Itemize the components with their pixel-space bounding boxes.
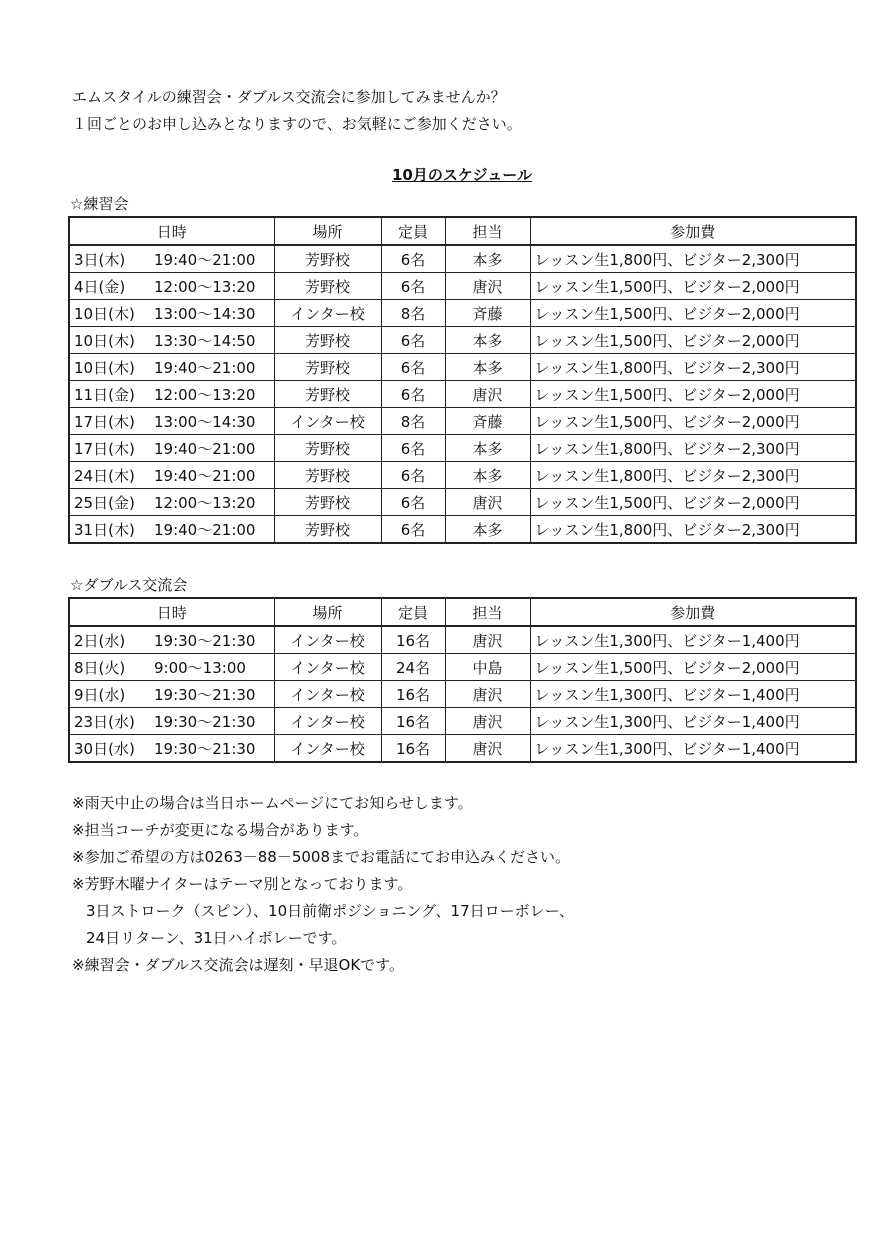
cell-time: 19:40～21:00 — [154, 439, 256, 458]
cell-datetime — [69, 708, 274, 735]
note-line: ※練習会・ダブルス交流会は遅刻・早退OKです。 — [72, 956, 404, 974]
cell-day: 17日(木) — [74, 439, 135, 458]
cell-fee: レッスン生1,300円、ビジター1,400円 — [530, 681, 856, 708]
intro-text — [72, 84, 522, 138]
practice-section-label: ☆練習会 — [70, 195, 129, 213]
page-title: 10月のスケジュール — [392, 166, 532, 184]
cell-coach: 唐沢 — [445, 381, 530, 408]
cell-fee: レッスン生1,500円、ビジター2,000円 — [530, 489, 856, 516]
cell-capacity: 6名 — [381, 354, 445, 381]
cell-capacity: 6名 — [381, 245, 445, 273]
header-datetime: 日時 — [69, 217, 274, 245]
intro-line: エムスタイルの練習会・ダブルス交流会に参加してみませんか？ — [72, 88, 506, 106]
header-capacity: 定員 — [381, 217, 445, 245]
cell-place: 芳野校 — [274, 381, 381, 408]
cell-fee: レッスン生1,800円、ビジター2,300円 — [530, 516, 856, 544]
cell-place: 芳野校 — [274, 245, 381, 273]
cell-coach: 斉藤 — [445, 300, 530, 327]
cell-capacity: 6名 — [381, 516, 445, 544]
header-datetime: 日時 — [69, 598, 274, 626]
cell-place: 芳野校 — [274, 516, 381, 544]
cell-place: インター校 — [274, 681, 381, 708]
cell-day: 25日(金) — [74, 493, 135, 512]
cell-capacity: 6名 — [381, 489, 445, 516]
cell-time: 19:40～21:00 — [154, 250, 256, 269]
cell-day: 10日(木) — [74, 304, 135, 323]
cell-capacity: 6名 — [381, 462, 445, 489]
cell-datetime — [69, 273, 274, 300]
table-row — [69, 381, 856, 408]
cell-coach: 本多 — [445, 516, 530, 544]
cell-capacity: 8名 — [381, 408, 445, 435]
cell-place: 芳野校 — [274, 273, 381, 300]
cell-time: 19:30～21:30 — [154, 631, 256, 650]
cell-coach: 斉藤 — [445, 408, 530, 435]
cell-fee: レッスン生1,500円、ビジター2,000円 — [530, 300, 856, 327]
cell-coach: 唐沢 — [445, 489, 530, 516]
cell-capacity: 6名 — [381, 327, 445, 354]
cell-time: 12:00～13:20 — [154, 385, 256, 404]
cell-time: 13:30～14:50 — [154, 331, 256, 350]
cell-time: 19:30～21:30 — [154, 712, 256, 731]
table-row — [69, 462, 856, 489]
header-coach: 担当 — [445, 598, 530, 626]
cell-day: 8日(火) — [74, 658, 126, 677]
cell-time: 19:40～21:00 — [154, 358, 256, 377]
notes — [72, 790, 574, 979]
table-row — [69, 735, 856, 763]
note-line: 3日ストローク（スピン）、10日前衛ポジショニング、17日ローボレー、 — [86, 902, 575, 920]
cell-capacity: 6名 — [381, 435, 445, 462]
table-row — [69, 681, 856, 708]
header-place: 場所 — [274, 217, 381, 245]
table-row — [69, 654, 856, 681]
cell-fee: レッスン生1,500円、ビジター2,000円 — [530, 327, 856, 354]
table-header-row — [69, 217, 856, 245]
cell-time: 19:40～21:00 — [154, 520, 256, 539]
table-header-row — [69, 598, 856, 626]
cell-place: 芳野校 — [274, 435, 381, 462]
cell-fee: レッスン生1,500円、ビジター2,000円 — [530, 654, 856, 681]
cell-coach: 本多 — [445, 327, 530, 354]
cell-datetime — [69, 354, 274, 381]
cell-fee: レッスン生1,800円、ビジター2,300円 — [530, 354, 856, 381]
header-coach: 担当 — [445, 217, 530, 245]
cell-coach: 唐沢 — [445, 708, 530, 735]
cell-fee: レッスン生1,500円、ビジター2,000円 — [530, 273, 856, 300]
cell-capacity: 16名 — [381, 626, 445, 654]
cell-coach: 本多 — [445, 435, 530, 462]
cell-place: 芳野校 — [274, 462, 381, 489]
cell-time: 13:00～14:30 — [154, 412, 256, 431]
header-fee: 参加費 — [530, 217, 856, 245]
note-line: ※雨天中止の場合は当日ホームページにてお知らせします。 — [72, 794, 473, 812]
note-line: 24日リターン、31日ハイボレーです。 — [86, 929, 347, 947]
cell-datetime — [69, 462, 274, 489]
cell-day: 11日(金) — [74, 385, 135, 404]
cell-coach: 唐沢 — [445, 735, 530, 763]
doubles-section-label: ☆ダブルス交流会 — [70, 576, 188, 594]
cell-time: 19:30～21:30 — [154, 739, 256, 758]
cell-datetime — [69, 245, 274, 273]
note-line: ※担当コーチが変更になる場合があります。 — [72, 821, 369, 839]
cell-time: 12:00～13:20 — [154, 493, 256, 512]
note-line: ※芳野木曜ナイターはテーマ別となっております。 — [72, 875, 413, 893]
cell-time: 13:00～14:30 — [154, 304, 256, 323]
table-row — [69, 327, 856, 354]
cell-capacity: 16名 — [381, 708, 445, 735]
cell-datetime — [69, 381, 274, 408]
cell-day: 17日(木) — [74, 412, 135, 431]
cell-time: 19:40～21:00 — [154, 466, 256, 485]
intro-line: １回ごとのお申し込みとなりますので、お気軽にご参加ください。 — [72, 115, 522, 133]
table-row — [69, 516, 856, 544]
cell-day: 10日(木) — [74, 358, 135, 377]
cell-day: 10日(木) — [74, 331, 135, 350]
cell-fee: レッスン生1,800円、ビジター2,300円 — [530, 435, 856, 462]
cell-place: インター校 — [274, 408, 381, 435]
cell-capacity: 24名 — [381, 654, 445, 681]
cell-capacity: 8名 — [381, 300, 445, 327]
cell-fee: レッスン生1,800円、ビジター2,300円 — [530, 245, 856, 273]
note-line: ※参加ご希望の方は0263－88－5008までお電話にてお申込みください。 — [72, 848, 571, 866]
cell-datetime — [69, 408, 274, 435]
cell-fee: レッスン生1,300円、ビジター1,400円 — [530, 626, 856, 654]
cell-coach: 唐沢 — [445, 273, 530, 300]
cell-datetime — [69, 516, 274, 544]
cell-fee: レッスン生1,300円、ビジター1,400円 — [530, 735, 856, 763]
cell-day: 31日(木) — [74, 520, 135, 539]
header-fee: 参加費 — [530, 598, 856, 626]
table-row — [69, 708, 856, 735]
practice-schedule-table — [68, 216, 857, 544]
cell-coach: 中島 — [445, 654, 530, 681]
table-row — [69, 354, 856, 381]
cell-datetime — [69, 300, 274, 327]
cell-fee: レッスン生1,500円、ビジター2,000円 — [530, 381, 856, 408]
cell-datetime — [69, 626, 274, 654]
cell-place: インター校 — [274, 300, 381, 327]
cell-datetime — [69, 435, 274, 462]
header-place: 場所 — [274, 598, 381, 626]
header-capacity: 定員 — [381, 598, 445, 626]
table-row — [69, 245, 856, 273]
cell-datetime — [69, 654, 274, 681]
cell-place: 芳野校 — [274, 354, 381, 381]
cell-day: 4日(金) — [74, 277, 126, 296]
cell-capacity: 6名 — [381, 381, 445, 408]
cell-coach: 本多 — [445, 462, 530, 489]
cell-place: インター校 — [274, 735, 381, 763]
table-row — [69, 489, 856, 516]
cell-day: 30日(水) — [74, 739, 135, 758]
doubles-schedule-table — [68, 597, 857, 763]
table-row — [69, 300, 856, 327]
cell-coach: 本多 — [445, 354, 530, 381]
cell-place: 芳野校 — [274, 489, 381, 516]
cell-coach: 唐沢 — [445, 681, 530, 708]
cell-capacity: 16名 — [381, 735, 445, 763]
cell-day: 23日(水) — [74, 712, 135, 731]
cell-fee: レッスン生1,500円、ビジター2,000円 — [530, 408, 856, 435]
cell-time: 12:00～13:20 — [154, 277, 256, 296]
cell-day: 2日(水) — [74, 631, 126, 650]
cell-coach: 本多 — [445, 245, 530, 273]
table-row — [69, 408, 856, 435]
cell-capacity: 6名 — [381, 273, 445, 300]
cell-capacity: 16名 — [381, 681, 445, 708]
cell-time: 9:00～13:00 — [154, 658, 246, 677]
cell-fee: レッスン生1,300円、ビジター1,400円 — [530, 708, 856, 735]
cell-place: インター校 — [274, 654, 381, 681]
cell-fee: レッスン生1,800円、ビジター2,300円 — [530, 462, 856, 489]
cell-datetime — [69, 327, 274, 354]
cell-day: 3日(木) — [74, 250, 126, 269]
cell-day: 24日(木) — [74, 466, 135, 485]
table-row — [69, 626, 856, 654]
cell-datetime — [69, 489, 274, 516]
cell-datetime — [69, 681, 274, 708]
table-row — [69, 273, 856, 300]
cell-coach: 唐沢 — [445, 626, 530, 654]
cell-day: 9日(水) — [74, 685, 126, 704]
cell-datetime — [69, 735, 274, 763]
cell-place: インター校 — [274, 626, 381, 654]
cell-place: 芳野校 — [274, 327, 381, 354]
table-row — [69, 435, 856, 462]
cell-time: 19:30～21:30 — [154, 685, 256, 704]
cell-place: インター校 — [274, 708, 381, 735]
